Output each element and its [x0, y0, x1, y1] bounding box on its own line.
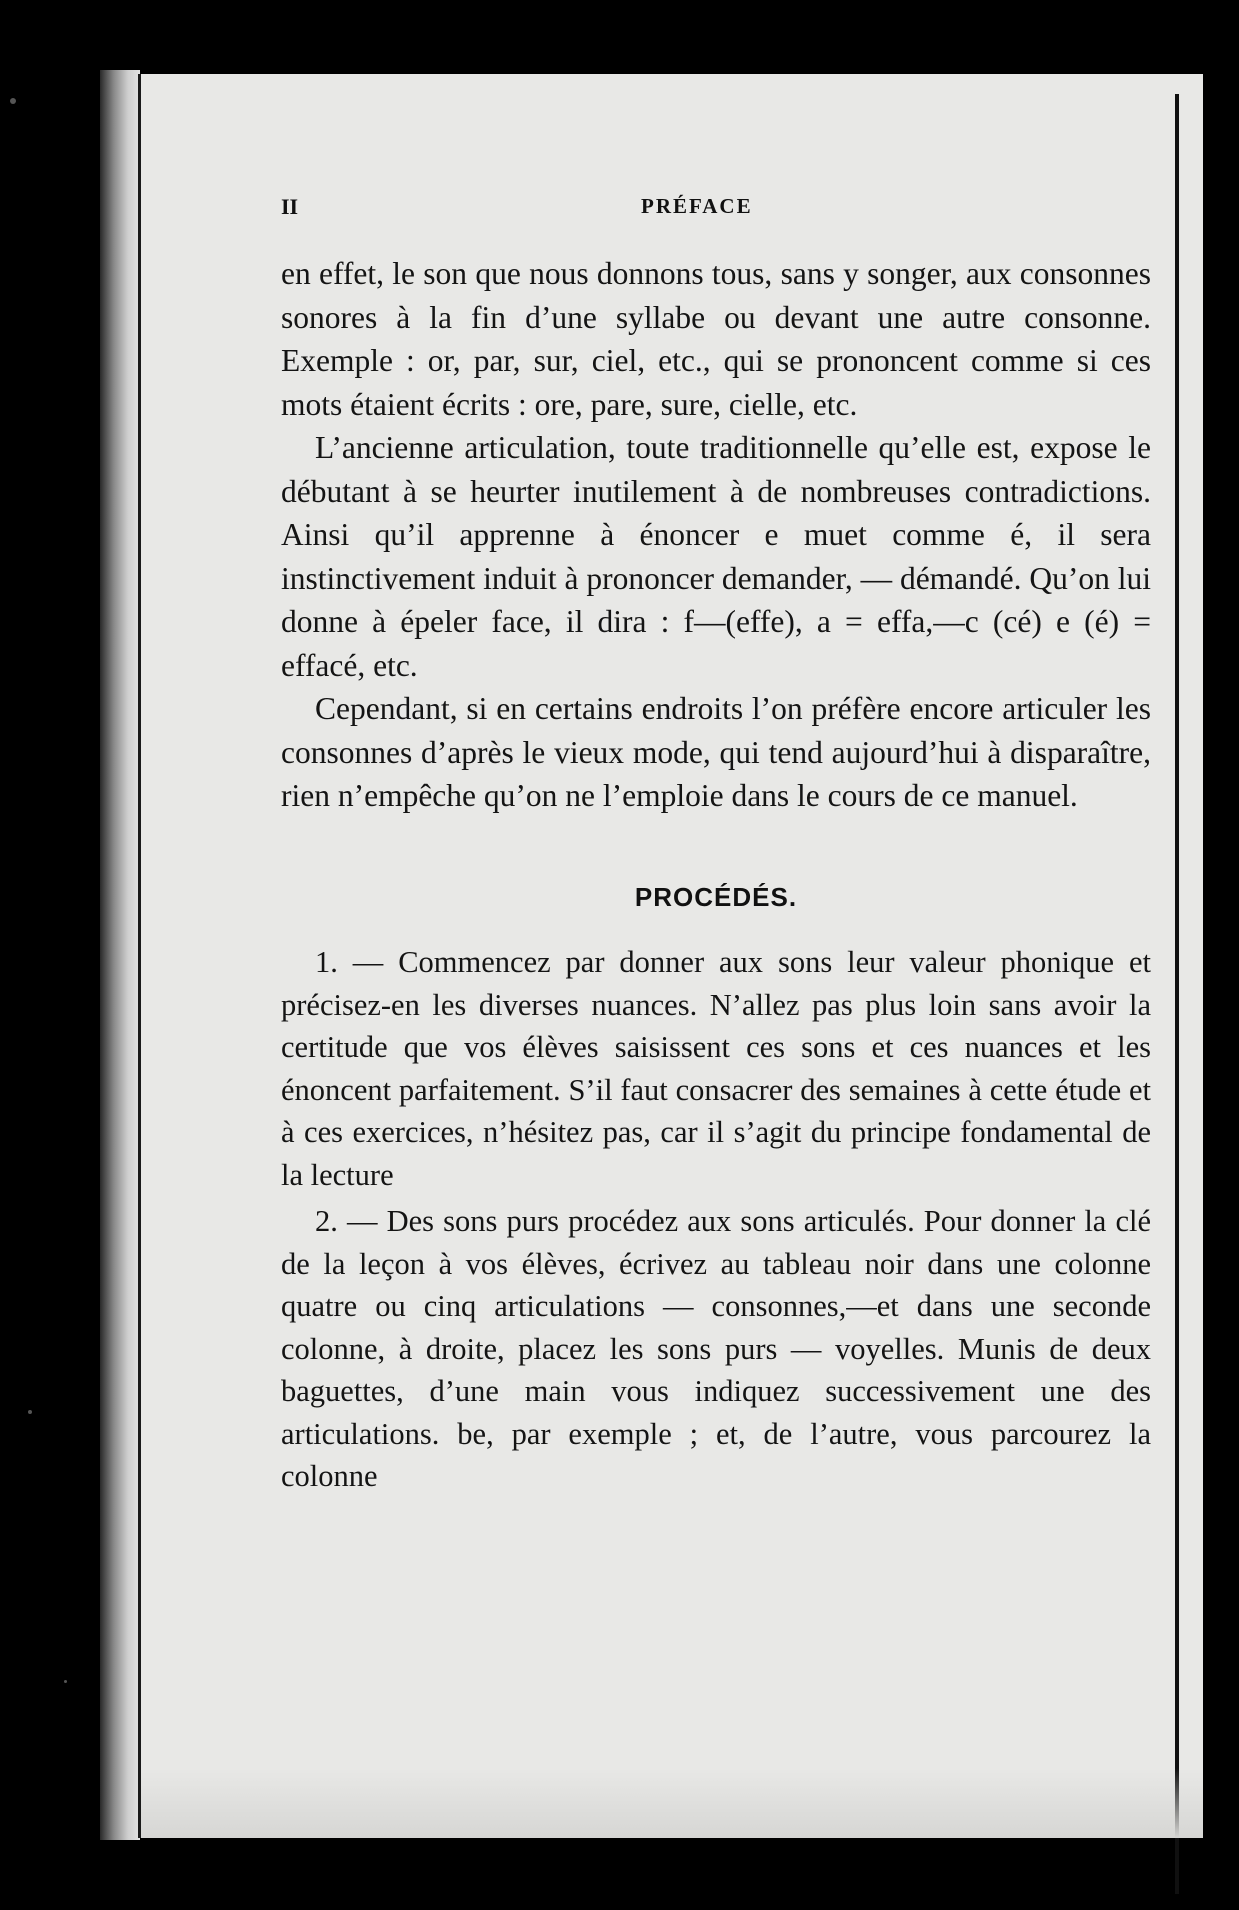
- numbered-item-1: 1. — Commencez par donner aux sons leur valeur phonique et précisez-en les diverses nuances. N’allez pas plus loin sans avoir la certitude que vos élèves saisissent ces sons et ces nuances et les énoncent parfaitement. S’il faut consacrer des semaines à cette étude et à ces exercices, n’hésitez pas, car il s’agit du principe fondamental de la lecture: [281, 945, 1151, 1192]
- scan-speck: [10, 98, 16, 104]
- page-body: [281, 252, 1151, 1498]
- section-heading: PROCÉDÉS.: [634, 881, 798, 912]
- page-bottom-shade: [141, 1768, 1203, 1838]
- page-number: II: [281, 194, 299, 219]
- scan-speck: [64, 1680, 67, 1683]
- book-page: [138, 74, 1203, 1838]
- scan-speck: [28, 1410, 32, 1414]
- running-title: PRÉFACE: [641, 194, 753, 218]
- paragraph-1: en effet, le son que nous donnons tous, sans y songer, aux consonnes sonores à la fin d’une syllabe ou devant une autre consonne. Exemple : or, par, sur, ciel, etc., qui se prononcent comme si ces mots étaient écrits : ore, pare, sure, cielle, etc.: [281, 256, 1151, 422]
- paragraph-2: L’ancienne articulation, toute traditionnelle qu’elle est, expose le débutant à se heurter inutilement à de nombreuses contradictions. Ainsi qu’il apprenne à énoncer e muet comme é, il sera instinctivement induit à prononcer demander, — démandé. Qu’on lui donne à épeler face, il dira : f—(effe), a = effa,—c (cé) e (é) = effacé, etc.: [281, 430, 1152, 683]
- paragraph-3: Cependant, si en certains endroits l’on préfère encore articuler les consonnes d’après le vieux mode, qui tend aujourd’hui à disparaître, rien n’empêche qu’on ne l’emploie dans le cours de ce manuel.: [281, 691, 1151, 813]
- scan-binding-edge: [100, 70, 140, 1840]
- scan-right-edge: [1175, 94, 1179, 1894]
- numbered-item-2: 2. — Des sons purs procédez aux sons articulés. Pour donner la clé de la leçon à vos élèves, écrivez au tableau noir dans une colonne quatre ou cinq articulations — consonnes,—et dans une seconde colonne, à droite, placez les sons purs — voyelles. Munis de deux baguettes, d’une main vous indiquez successivement une des articulations. be, par exemple ; et, de l’autre, vous parcourez la colonne: [281, 1204, 1151, 1493]
